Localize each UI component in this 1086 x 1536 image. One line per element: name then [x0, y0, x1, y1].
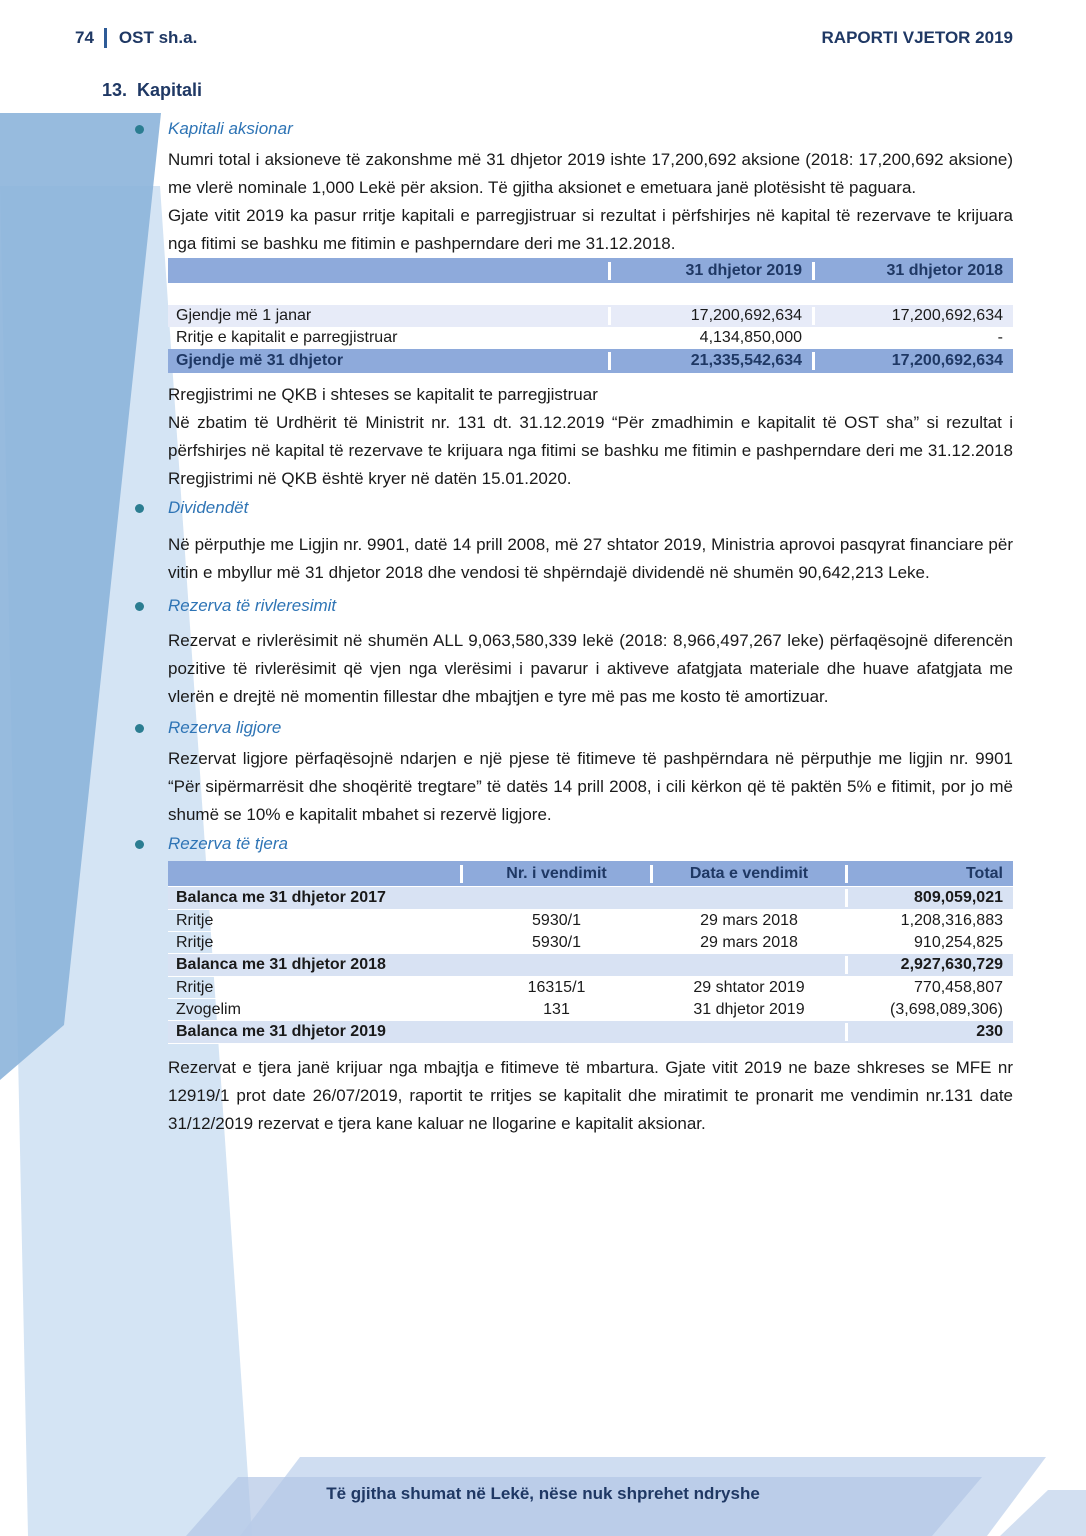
subsection-heading-label: Kapitali aksionar: [168, 119, 293, 138]
table-total-row: [168, 349, 1013, 373]
row-label: Rritje: [176, 978, 214, 996]
paragraph: Rezervat e tjera janë krijuar nga mbajtja e fitimeve të mbartura. Gjate vitit 2019 ne baze shkreses se MFE nr 12919/1 prot date 26/07/2019, raportit te rritjes se kapitalit dhe miratimit te pronarit me vendimin nr.131 date 31/12/2019 rezervat e tjera kane kaluar ne llogarine e kapitalit aksionar.: [168, 1058, 1013, 1133]
table-row: [168, 327, 1013, 349]
other-reserves-table: [168, 861, 1013, 1044]
value-2018: -: [812, 329, 1013, 347]
value-2018: 17,200,692,634: [812, 307, 1013, 325]
subsection-heading-rezerva-rivleresimit: [168, 595, 1013, 617]
subsection-heading-label: Rezerva ligjore: [168, 718, 282, 737]
share-capital-table: [168, 258, 1013, 373]
table-row: [168, 305, 1013, 327]
column-header-data: Data e vendimit: [650, 865, 845, 883]
decision-date: 29 mars 2018: [650, 934, 845, 952]
table-row: [168, 932, 1013, 954]
decision-number: 5930/1: [460, 934, 650, 952]
section-number: 13.: [101, 80, 127, 100]
total-value: (3,698,089,306): [845, 1001, 1013, 1019]
decision-date: 29 shtator 2019: [650, 979, 845, 997]
document-body: [168, 118, 1013, 1138]
page-header: [75, 28, 1013, 48]
total-value: 230: [845, 1023, 1013, 1041]
row-label: Balanca me 31 dhjetor 2018: [176, 956, 386, 973]
table-header-row: [168, 861, 1013, 887]
bullet-icon: [135, 504, 144, 513]
table-row: [168, 999, 1013, 1021]
row-label: Gjendje më 31 dhjetor: [176, 352, 344, 369]
row-label: Zvogelim: [176, 1000, 241, 1018]
report-title: RAPORTI VJETOR 2019: [821, 28, 1013, 47]
row-label: Rritje: [176, 911, 214, 929]
decision-number: 5930/1: [460, 912, 650, 930]
company-name: OST sh.a.: [118, 28, 198, 47]
table-balance-row: [168, 954, 1013, 977]
total-value: 809,059,021: [845, 889, 1013, 907]
subsection-heading-label: Rezerva të tjera: [168, 834, 288, 853]
page-number: 74: [75, 28, 107, 48]
page-header-left: [75, 28, 197, 48]
paragraph: Rezervat ligjore përfaqësojnë ndarjen e një pjese të fitimeve të pashpërndara në përputhje me ligjin nr. 9901 “Për sipërmarrësit dhe shoqëritë tregtare” të datës 14 prill 2008, i cili kërkon që të paktën 5% e fitimit, por jo më shumë se 10% e kapitalit mbahet si rezervë ligjore.: [168, 749, 1013, 824]
subsection-heading-label: Dividendët: [168, 498, 249, 517]
column-header-2018: 31 dhjetor 2018: [812, 262, 1013, 280]
table-spacer-row: [168, 283, 1013, 305]
column-header-total: Total: [845, 865, 1013, 883]
value-2018: 17,200,692,634: [812, 352, 1013, 370]
decision-number: 131: [460, 1001, 650, 1019]
subsection-heading-kapitali-aksionar: [168, 118, 1013, 140]
column-header-2019: 31 dhjetor 2019: [608, 262, 812, 280]
paragraph: Në përputhje me Ligjin nr. 9901, datë 14 prill 2008, më 27 shtator 2019, Ministria aprovoi pasqyrat financiare për vitin e mbyllur më 31 dhjetor 2018 dhe vendosi të shpërndajë dividendë në shumën 90,642,213 Leke.: [168, 535, 1013, 582]
row-label: Balanca me 31 dhjetor 2019: [176, 1023, 386, 1040]
total-value: 1,208,316,883: [845, 912, 1013, 930]
bullet-icon: [135, 602, 144, 611]
total-value: 910,254,825: [845, 934, 1013, 952]
total-value: 770,458,807: [845, 979, 1013, 997]
registration-note: Rregjistrimi ne QKB i shteses se kapitalit te parregjistruar: [168, 385, 598, 404]
bullet-icon: [135, 840, 144, 849]
paragraph: Në zbatim të Urdhërit të Ministrit nr. 131 dt. 31.12.2019 “Për zmadhimin e kapitalit të OST sha” si rezultat i përfshirjes në kapital të rezervave te krijuara nga fitimi se bashku me fitimin e pashperndare deri me 31.12.2018 Rregjistrimi në QKB është kryer në datën 15.01.2020.: [168, 413, 1013, 488]
value-2019: 4,134,850,000: [608, 329, 812, 347]
section-heading: [75, 80, 202, 101]
row-label: Rritje: [176, 933, 214, 951]
subsection-heading-dividendet: [168, 497, 1013, 519]
table-balance-row: [168, 887, 1013, 910]
bullet-icon: [135, 125, 144, 134]
row-label: Rritje e kapitalit e parregjistruar: [176, 329, 398, 346]
column-header-nr: Nr. i vendimit: [460, 865, 650, 883]
table-header-row: [168, 258, 1013, 283]
bullet-icon: [135, 724, 144, 733]
table-row: [168, 977, 1013, 999]
decision-date: 31 dhjetor 2019: [650, 1001, 845, 1019]
table-balance-row: [168, 1021, 1013, 1044]
subsection-heading-rezerva-ligjore: [168, 717, 1013, 739]
subsection-heading-rezerva-tjera: [168, 833, 1013, 855]
paragraph: Numri total i aksioneve të zakonshme më 31 dhjetor 2019 ishte 17,200,692 aksione (2018: 17,200,692 aksione) me vlerë nominale 1,000 Lekë për aksion. Të gjitha aksionet e emetuara janë plotësisht të paguara.: [168, 150, 1013, 197]
section-title: Kapitali: [137, 80, 203, 100]
decision-date: 29 mars 2018: [650, 912, 845, 930]
total-value: 2,927,630,729: [845, 956, 1013, 974]
subsection-heading-label: Rezerva të rivleresimit: [168, 596, 337, 615]
paragraph: Gjate vitit 2019 ka pasur rritje kapitali e parregjistruar si rezultat i përfshirjes në kapital të rezervave te krijuara nga fitimi se bashku me fitimin e pashperndare deri me 31.12.2018.: [168, 206, 1013, 253]
paragraph: Rezervat e rivlerësimit në shumën ALL 9,063,580,339 lekë (2018: 8,966,497,267 leke) përfaqësojnë diferencën pozitive të rivlerësimit që vjen nga vlerësimi i pavarur i aktiveve afatgjata materiale dhe huave afatgjata me vlerën e drejtë në momentin fillestar dhe mbajtjen e tyre më pas me kosto të amortizuar.: [168, 631, 1013, 706]
decision-number: 16315/1: [460, 979, 650, 997]
footer-note: Të gjitha shumat në Lekë, nëse nuk shprehet ndryshe: [326, 1484, 760, 1503]
value-2019: 21,335,542,634: [608, 352, 812, 370]
row-label: Gjendje më 1 janar: [176, 307, 312, 324]
row-label: Balanca me 31 dhjetor 2017: [176, 889, 386, 906]
value-2019: 17,200,692,634: [608, 307, 812, 325]
table-row: [168, 910, 1013, 932]
